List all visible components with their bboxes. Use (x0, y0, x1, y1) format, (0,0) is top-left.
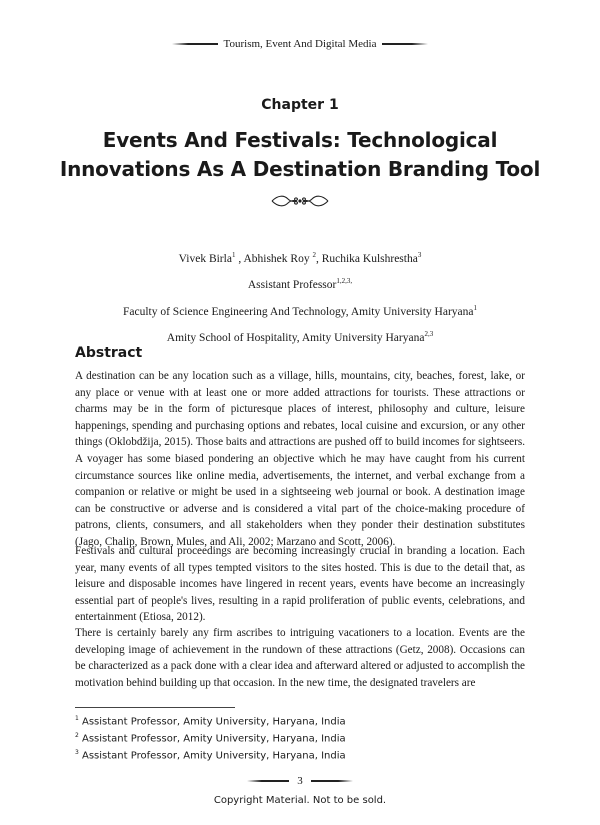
abstract-paragraph-3 (75, 625, 525, 691)
author-block (0, 244, 600, 349)
paragraph-text: Festivals and cultural proceedings are becoming increasingly crucial in branding a location. Each year, many events of all types tempted visitors to the sites hosted. This is due to the detail that, as leisure and disposable incomes have lingered in recent years, events have become an increasingly essential part of people's lives, resulting in a rapid proliferation of public events, celebrations, and entertainment (Etiosa, 2012). (75, 545, 525, 624)
author-role-text: Assistant Professor (247, 279, 337, 292)
author-separator-2: , (315, 252, 322, 265)
page-number-block (0, 775, 600, 787)
author-separator-1: , (235, 252, 244, 265)
abstract-heading: Abstract (75, 345, 143, 361)
author-3-sup: 3 (417, 251, 422, 259)
footnote-3-text: Assistant Professor, Amity University, Haryana, India (78, 750, 346, 762)
author-2-name: Abhishek Roy (243, 252, 313, 265)
running-header-text: Tourism, Event And Digital Media (223, 38, 377, 50)
scroll-flourish-icon (270, 193, 330, 209)
abstract-paragraph-1 (75, 368, 525, 551)
footnote-2-text: Assistant Professor, Amity University, Haryana, India (78, 733, 346, 745)
affiliation-1-text: Faculty of Science Engineering And Technology, Amity University Haryana (122, 305, 474, 318)
affiliation-1-sup: 1 (473, 303, 477, 312)
author-3-name: Ruchika Kulshrestha (321, 252, 418, 265)
author-names (0, 244, 600, 270)
page-number-left-rule (247, 780, 289, 782)
chapter-title: Events And Festivals: Technological Innovations As A Destination Branding Tool (59, 128, 541, 181)
author-2-sup: 2 (312, 251, 316, 259)
author-1-sup: 1 (231, 251, 236, 259)
header-left-rule (172, 43, 218, 45)
footnote-divider (75, 707, 235, 708)
footnote-3-mark: 3 (75, 748, 79, 756)
author-role-sup: 1,2,3, (336, 277, 353, 286)
abstract-paragraph-2 (75, 543, 525, 626)
paragraph-text: There is certainly barely any firm ascribes to intriguing vacationers to a location. Events are the developing image of achievement in the rundown of these attractions (Getz, 2008). Occasions can be characterized as a pack done with a clear idea and afterward altered or adjusted to accomplish the motivation behind building up that occasion. In the new time, the designated travelers are (75, 627, 525, 689)
author-role (0, 270, 600, 296)
author-affiliation-1 (0, 297, 600, 323)
running-header (0, 38, 600, 50)
page-number: 3 (297, 775, 303, 787)
footnote-2 (75, 729, 346, 746)
header-right-rule (382, 43, 428, 45)
chapter-label: Chapter 1 (261, 97, 339, 113)
affiliation-2-text: Amity School of Hospitality, Amity University Haryana (166, 331, 425, 344)
author-1-name: Vivek Birla (178, 252, 232, 265)
affiliation-2-sup: 2,3 (424, 329, 434, 338)
footnote-1-mark: 1 (75, 715, 79, 722)
footnotes (75, 712, 346, 763)
page-number-right-rule (311, 780, 353, 782)
footnote-2-mark: 2 (75, 731, 79, 739)
footnote-1-text: Assistant Professor, Amity University, Haryana, India (78, 716, 346, 728)
copyright-notice: Copyright Material. Not to be sold. (213, 795, 387, 806)
footnote-3 (75, 746, 346, 763)
footnote-1 (75, 712, 346, 729)
paragraph-text: A destination can be any location such as a village, hills, mountains, city, beaches, forest, lake, or any place or venue with at least one or more added attractions for tourists. These attractions or charms may be in the form of picturesque places of interest, philosophy and culture, leisure happenings, spending and purchasing options and rebates, local cuisine and excursion, or any other things (Oklobdžija, 2015). Those baits and attractions are pushed off to build incomes for sightseers. A voyager has some biased pondering an objective which he may have caught from his current circumstance sources like online media, advertisements, the internet, and verbal exchange from a companion or relative or might be used in a sightseeing web journal or book. A destination image can be constructive or adverse and is considered a vital part of the choice-making procedure of patrons, clients, consumers, and all stakeholders when they ponder their destination substitutes (Jago, Chalip, Brown, Mules, and Ali, 2002; Marzano and Scott, 2006). (75, 370, 525, 548)
